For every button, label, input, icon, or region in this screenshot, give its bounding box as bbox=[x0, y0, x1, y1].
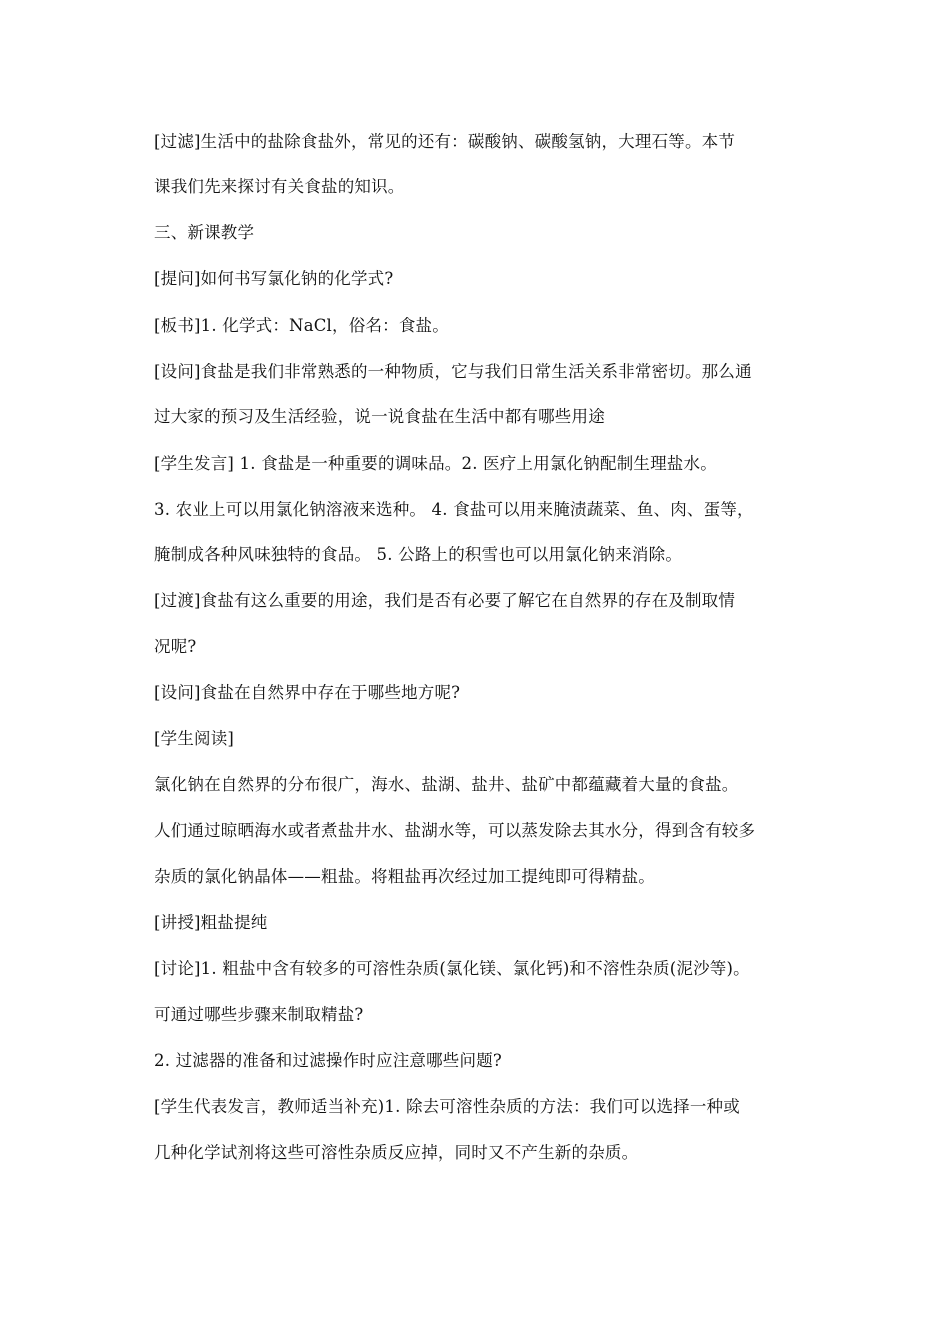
paragraph-line: [过渡]食盐有这么重要的用途，我们是否有必要了解它在自然界的存在及制取情 bbox=[154, 591, 736, 610]
paragraph-line: 腌制成各种风味独特的食品。 5. 公路上的积雪也可以用氯化钠来消除。 bbox=[154, 545, 683, 564]
paragraph-line: 可通过哪些步骤来制取精盐? bbox=[154, 1005, 364, 1024]
paragraph-line: 课我们先来探讨有关食盐的知识。 bbox=[154, 177, 405, 196]
paragraph-line: 况呢? bbox=[154, 637, 197, 656]
paragraph-line: 氯化钠在自然界的分布很广，海水、盐湖、盐井、盐矿中都蕴藏着大量的食盐。 bbox=[154, 775, 739, 794]
paragraph-line: [讨论]1. 粗盐中含有较多的可溶性杂质(氯化镁、氯化钙)和不溶性杂质(泥沙等)。 bbox=[154, 959, 750, 978]
paragraph-line: 3. 农业上可以用氯化钠溶液来选种。 4. 食盐可以用来腌渍蔬菜、鱼、肉、蛋等， bbox=[154, 500, 754, 519]
paragraph-line: [学生发言] 1. 食盐是一种重要的调味品。2. 医疗上用氯化钠配制生理盐水。 bbox=[154, 454, 717, 473]
paragraph-line: [过滤]生活中的盐除食盐外，常见的还有：碳酸钠、碳酸氢钠，大理石等。本节 bbox=[154, 132, 736, 151]
paragraph-line: [讲授]粗盐提纯 bbox=[154, 913, 268, 932]
paragraph-line: 几种化学试剂将这些可溶性杂质反应掉，同时又不产生新的杂质。 bbox=[154, 1143, 639, 1162]
paragraph-line: 人们通过晾晒海水或者煮盐井水、盐湖水等，可以蒸发除去其水分，得到含有较多 bbox=[154, 821, 756, 840]
paragraph-line: [设问]食盐是我们非常熟悉的一种物质，它与我们日常生活关系非常密切。那么通 bbox=[154, 362, 752, 381]
paragraph-line: 2. 过滤器的准备和过滤操作时应注意哪些问题? bbox=[154, 1051, 502, 1070]
paragraph-line: 杂质的氯化钠晶体——粗盐。将粗盐再次经过加工提纯即可得精盐。 bbox=[154, 867, 655, 886]
paragraph-line: [学生阅读] bbox=[154, 729, 235, 748]
paragraph-line: [学生代表发言，教师适当补充)1. 除去可溶性杂质的方法：我们可以选择一种或 bbox=[154, 1097, 740, 1116]
paragraph-line: [板书]1. 化学式：NaCl，俗名：食盐。 bbox=[154, 316, 449, 335]
paragraph-line: 过大家的预习及生活经验，说一说食盐在生活中都有哪些用途 bbox=[154, 407, 605, 426]
section-heading: 三、新课教学 bbox=[154, 223, 255, 242]
paragraph-line: [设问]食盐在自然界中存在于哪些地方呢? bbox=[154, 683, 461, 702]
paragraph-line: [提问]如何书写氯化钠的化学式? bbox=[154, 269, 394, 288]
